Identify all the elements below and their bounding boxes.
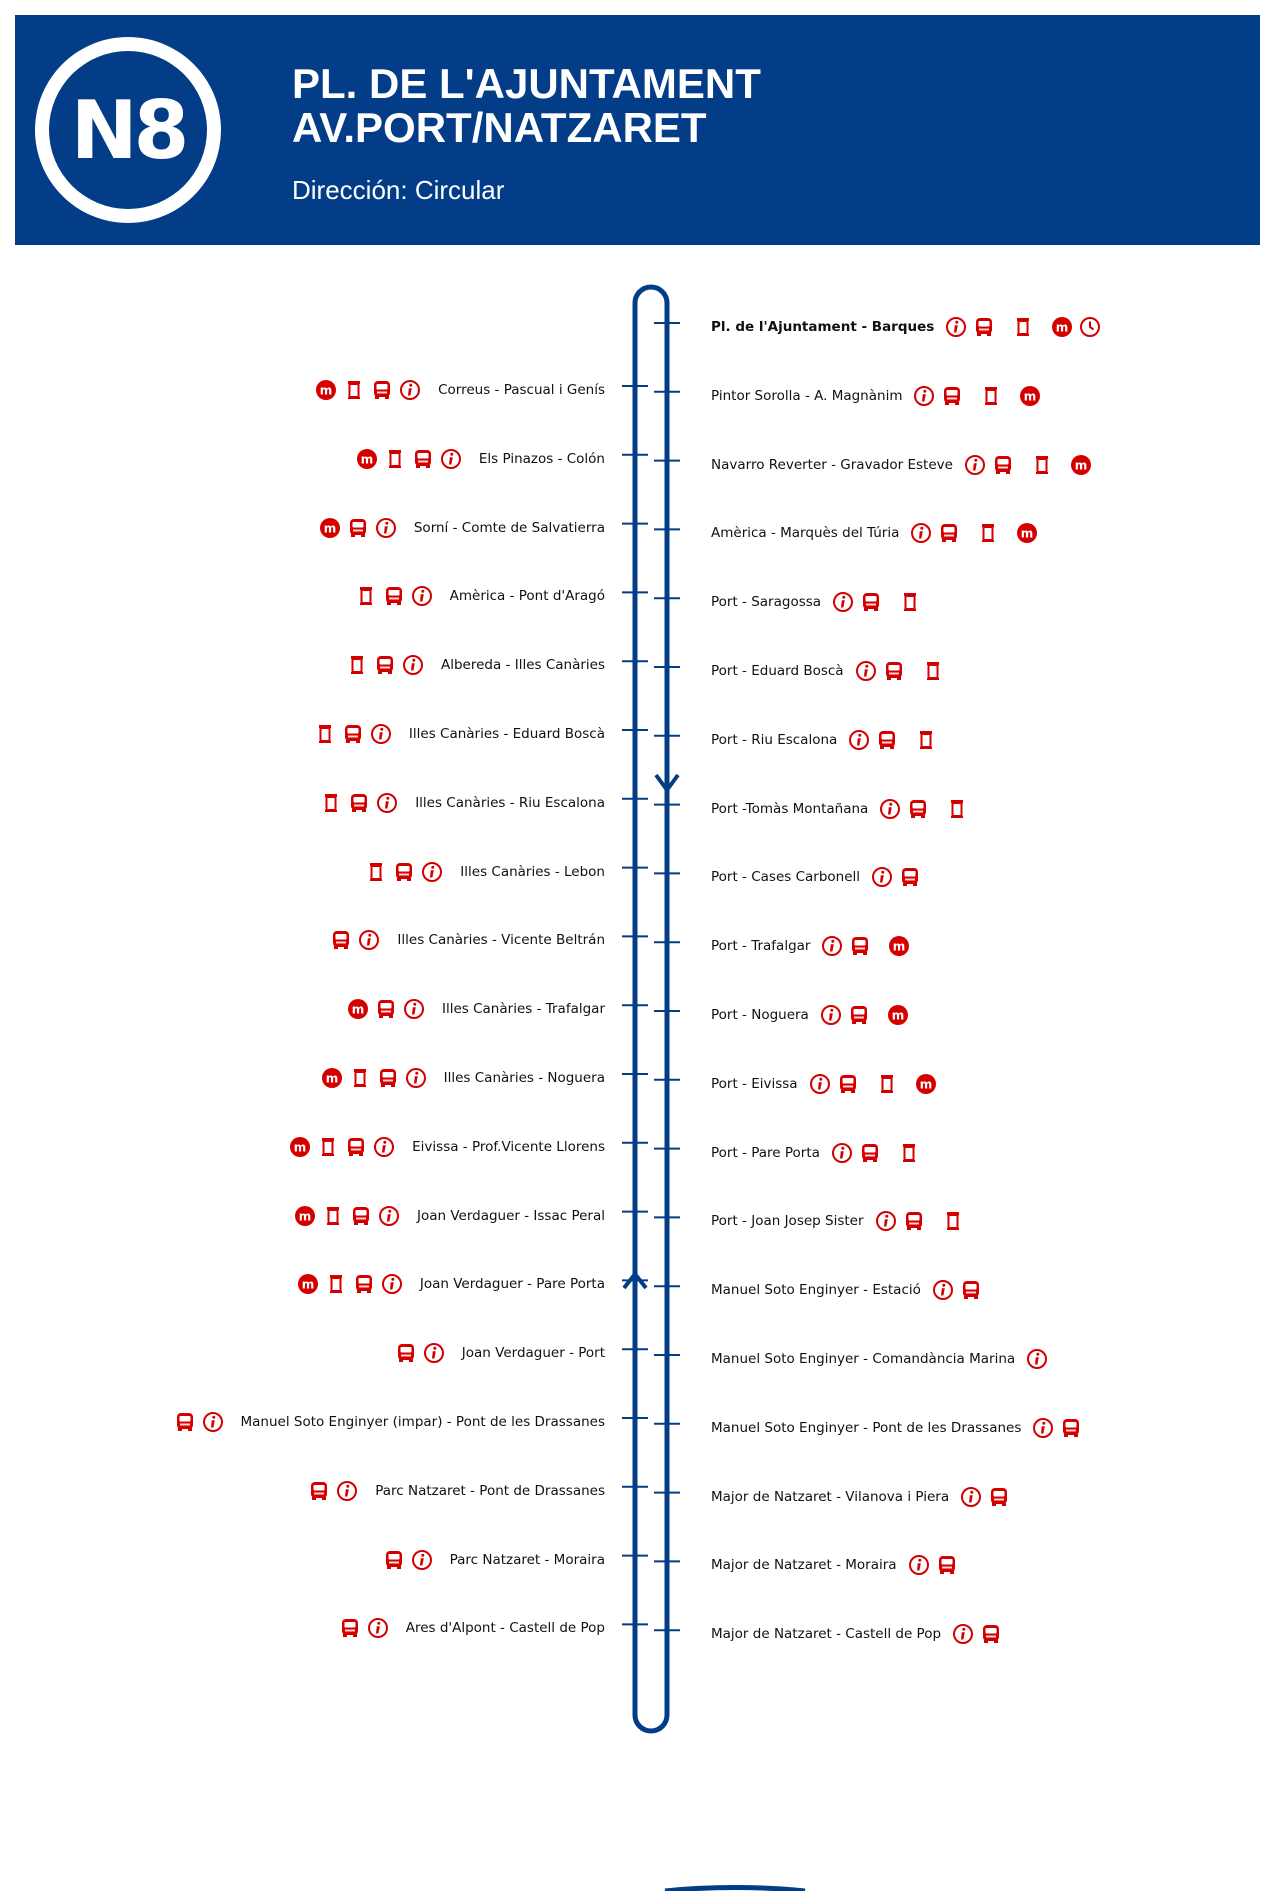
stop-icons	[876, 798, 971, 820]
stop-icons	[818, 935, 913, 957]
bus-icon	[395, 1342, 417, 1364]
bus-icon	[903, 1210, 925, 1232]
stop-left[interactable]	[353, 443, 605, 475]
stop-right[interactable]	[711, 1618, 1005, 1650]
bus-shelter-icon	[325, 1273, 347, 1295]
svg-text:m: m	[891, 1008, 905, 1023]
bus-icon	[339, 1617, 361, 1639]
stop-ticks	[622, 323, 680, 1630]
stop-name: Ares d'Alpont - Castell de Pop	[405, 1620, 605, 1637]
stop-name: Illes Canàries - Noguera	[443, 1070, 605, 1086]
stop-name: Major de Natzaret - Moraira	[711, 1557, 897, 1574]
stop-icons	[929, 1279, 985, 1301]
info-icon	[832, 591, 854, 613]
stop-left[interactable]	[317, 787, 605, 819]
stop-icons	[336, 1617, 392, 1639]
bus-icon	[938, 522, 960, 544]
stop-left[interactable]	[305, 1475, 605, 1507]
bus-icon	[412, 448, 434, 470]
info-icon	[831, 1142, 853, 1164]
bus-icon	[899, 866, 921, 888]
bus-icon	[848, 1004, 870, 1026]
svg-text:m: m	[301, 1277, 315, 1292]
bus-icon	[345, 1136, 367, 1158]
stop-icons	[318, 1067, 430, 1089]
stop-icons	[352, 585, 436, 607]
bus-icon	[375, 998, 397, 1020]
stop-left[interactable]	[318, 1062, 605, 1094]
metro-icon	[1070, 454, 1092, 476]
line-code: N8	[49, 51, 207, 209]
metro-icon	[356, 448, 378, 470]
stop-name: Port - Trafalgar	[711, 938, 811, 955]
stop-right[interactable]	[711, 793, 971, 825]
stop-icons	[294, 1273, 406, 1295]
bus-icon	[383, 1549, 405, 1571]
stop-icons	[907, 522, 1041, 544]
stop-icons	[312, 379, 424, 401]
stop-name: Port - Cases Carbonell	[711, 869, 861, 886]
stop-name: Port - Joan Josep Sister	[711, 1213, 864, 1230]
info-icon	[820, 1004, 842, 1026]
bus-icon	[837, 1073, 859, 1095]
info-icon	[381, 1273, 403, 1295]
stop-name: Joan Verdaguer - Issac Peral	[416, 1207, 605, 1224]
metro-icon	[915, 1073, 937, 1095]
bus-icon	[377, 1067, 399, 1089]
metro-icon	[297, 1273, 319, 1295]
info-icon	[421, 861, 443, 883]
stop-right[interactable]	[711, 586, 924, 618]
stop-right[interactable]	[711, 517, 1041, 549]
bus-icon	[371, 379, 393, 401]
stop-right[interactable]	[711, 449, 1095, 481]
stop-icons	[949, 1623, 1005, 1645]
stop-left[interactable]	[286, 1131, 605, 1163]
stop-name: Major de Natzaret - Vilanova i Piera	[711, 1488, 950, 1505]
bus-icon	[988, 1486, 1010, 1508]
bus-shelter-icon	[317, 1136, 339, 1158]
stop-left[interactable]	[291, 1200, 605, 1232]
svg-text:m: m	[325, 1071, 338, 1086]
info-icon	[932, 1279, 954, 1301]
info-icon	[821, 935, 843, 957]
stop-right[interactable]	[711, 1274, 985, 1306]
stop-icons	[905, 1554, 961, 1576]
stop-name: Joan Verdaguer - Port	[461, 1345, 605, 1362]
stop-name: Manuel Soto Enginyer - Estació	[711, 1282, 921, 1299]
stop-name: Port -Tomàs Montañana	[711, 800, 869, 817]
bus-icon	[350, 1205, 372, 1227]
svg-text:m: m	[893, 939, 906, 954]
info-icon	[964, 454, 986, 476]
bus-icon	[1060, 1417, 1082, 1439]
bus-shelter-icon	[915, 729, 937, 751]
stop-icons	[171, 1411, 227, 1433]
info-icon	[879, 798, 901, 820]
stop-icons	[1023, 1348, 1051, 1370]
stop-name: Port - Riu Escalona	[711, 731, 838, 748]
info-icon	[375, 517, 397, 539]
metro-icon	[887, 1004, 909, 1026]
bus-shelter-icon	[320, 792, 342, 814]
bus-shelter-icon	[876, 1073, 898, 1095]
stop-left[interactable]	[344, 993, 605, 1025]
stop-icons	[327, 929, 383, 951]
stop-icons	[817, 1004, 912, 1026]
stop-left[interactable]	[316, 512, 605, 544]
metro-icon	[294, 1205, 316, 1227]
metro-icon	[321, 1067, 343, 1089]
stop-name: Manuel Soto Enginyer - Comandància Marina	[711, 1351, 1016, 1367]
stop-left[interactable]	[312, 374, 605, 406]
stop-icons	[1029, 1417, 1085, 1439]
info-icon	[913, 385, 935, 407]
stop-icons	[957, 1486, 1013, 1508]
info-icon	[358, 929, 380, 951]
metro-icon	[888, 935, 910, 957]
stop-icons	[845, 729, 940, 751]
stop-icons	[316, 517, 400, 539]
bus-shelter-icon	[980, 385, 1002, 407]
stop-icons	[286, 1136, 398, 1158]
info-icon	[960, 1486, 982, 1508]
info-icon	[370, 723, 392, 745]
stop-name: Pl. de l'Ajuntament - Barques	[711, 319, 935, 335]
stop-right[interactable]	[711, 1205, 967, 1237]
bus-shelter-icon	[343, 379, 365, 401]
stop-icons	[311, 723, 395, 745]
bus-shelter-icon	[355, 585, 377, 607]
bus-icon	[353, 1273, 375, 1295]
stop-left[interactable]	[380, 1544, 605, 1576]
info-icon	[809, 1073, 831, 1095]
info-icon	[376, 792, 398, 814]
stop-icons	[353, 448, 465, 470]
stop-name: Major de Natzaret - Castell de Pop	[711, 1626, 942, 1643]
stop-right[interactable]	[711, 724, 940, 756]
stop-name: Eivissa - Prof.Vicente Llorens	[412, 1138, 605, 1155]
bus-shelter-icon	[384, 448, 406, 470]
route-direction: Dirección: Circular	[292, 175, 505, 205]
svg-text:m: m	[919, 1077, 932, 1092]
stop-left[interactable]	[352, 580, 605, 612]
bus-icon	[973, 316, 995, 338]
info-icon	[403, 998, 425, 1020]
route-title-line1: PL. DE L'AJUNTAMENT	[292, 60, 761, 107]
stop-left[interactable]	[294, 1268, 605, 1300]
bus-icon	[883, 660, 905, 682]
info-icon	[411, 585, 433, 607]
info-icon	[399, 379, 421, 401]
stop-left[interactable]	[343, 649, 605, 681]
stop-right[interactable]	[711, 311, 1104, 343]
bus-shelter-icon	[898, 1142, 920, 1164]
bus-shelter-icon	[946, 798, 968, 820]
stop-right[interactable]	[711, 380, 1044, 412]
stop-right[interactable]	[711, 1412, 1085, 1444]
info-icon	[423, 1342, 445, 1364]
stop-left[interactable]	[311, 718, 605, 750]
bus-shelter-icon	[942, 1210, 964, 1232]
info-icon	[378, 1205, 400, 1227]
stop-name: Illes Canàries - Trafalgar	[442, 1001, 605, 1018]
stop-icons	[868, 866, 924, 888]
stop-name: Illes Canàries - Vicente Beltrán	[397, 932, 605, 949]
stop-right[interactable]	[711, 1137, 923, 1169]
info-icon	[1032, 1417, 1054, 1439]
stop-right[interactable]	[711, 1068, 940, 1100]
stop-icons	[362, 861, 446, 883]
info-icon	[945, 316, 967, 338]
info-icon	[336, 1480, 358, 1502]
stop-right[interactable]	[711, 1481, 1013, 1513]
info-icon	[875, 1210, 897, 1232]
bus-icon	[374, 654, 396, 676]
stop-icons	[291, 1205, 403, 1227]
stop-name: Pintor Sorolla - A. Magnànim	[711, 387, 903, 404]
stop-name: Joan Verdaguer - Pare Porta	[419, 1276, 605, 1293]
metro-icon	[1019, 385, 1041, 407]
bus-icon	[860, 591, 882, 613]
stop-name: Parc Natzaret - Moraira	[449, 1551, 605, 1568]
stop-icons	[910, 385, 1044, 407]
bus-icon	[330, 929, 352, 951]
stop-name: Port - Eduard Boscà	[711, 663, 844, 679]
stop-name: Navarro Reverter - Gravador Esteve	[711, 456, 953, 473]
next-page-arc	[665, 1888, 805, 1891]
stop-icons	[961, 454, 1095, 476]
stop-name: Port - Saragossa	[711, 594, 822, 611]
stop-right[interactable]	[711, 1343, 1051, 1375]
bus-shelter-icon	[314, 723, 336, 745]
info-icon	[871, 866, 893, 888]
bus-icon	[941, 385, 963, 407]
stop-name: Illes Canàries - Riu Escalona	[415, 794, 605, 811]
bus-shelter-icon	[922, 660, 944, 682]
stop-icons	[852, 660, 947, 682]
svg-text:m: m	[1074, 458, 1088, 473]
bus-icon	[980, 1623, 1002, 1645]
metro-icon	[1016, 522, 1038, 544]
metro-icon	[289, 1136, 311, 1158]
bus-icon	[960, 1279, 982, 1301]
stop-icons	[305, 1480, 361, 1502]
info-icon	[952, 1623, 974, 1645]
stop-right[interactable]	[711, 861, 924, 893]
stop-right[interactable]	[711, 930, 913, 962]
metro-icon	[319, 517, 341, 539]
bus-shelter-icon	[349, 1067, 371, 1089]
bus-icon	[342, 723, 364, 745]
metro-icon	[315, 379, 337, 401]
bus-icon	[393, 861, 415, 883]
stop-icons	[344, 998, 428, 1020]
stop-icons	[343, 654, 427, 676]
svg-text:m: m	[1024, 389, 1037, 404]
info-icon	[367, 1617, 389, 1639]
bus-icon	[383, 585, 405, 607]
stop-name: Port - Eivissa	[711, 1075, 798, 1092]
bus-shelter-icon	[899, 591, 921, 613]
metro-icon	[347, 998, 369, 1020]
bus-shelter-icon	[365, 861, 387, 883]
svg-text:m: m	[360, 452, 374, 467]
stop-name: Manuel Soto Enginyer - Pont de les Drassanes	[711, 1419, 1022, 1436]
stop-name: Sorní - Comte de Salvatierra	[413, 519, 605, 536]
info-icon	[855, 660, 877, 682]
info-icon	[402, 654, 424, 676]
bus-icon	[347, 517, 369, 539]
info-icon	[908, 1554, 930, 1576]
svg-text:m: m	[319, 383, 333, 398]
stop-icons	[806, 1073, 940, 1095]
info-icon	[1026, 1348, 1048, 1370]
bus-icon	[308, 1480, 330, 1502]
clock-icon	[1079, 316, 1101, 338]
bus-icon	[859, 1142, 881, 1164]
stop-icons	[829, 591, 924, 613]
info-icon	[405, 1067, 427, 1089]
stop-icons	[942, 316, 1104, 338]
svg-text:m: m	[351, 1002, 365, 1017]
stop-right[interactable]	[711, 655, 947, 687]
bus-icon	[174, 1411, 196, 1433]
stop-name: Port - Pare Porta	[711, 1144, 820, 1161]
bus-icon	[992, 454, 1014, 476]
stop-left[interactable]	[336, 1612, 605, 1644]
stop-name: Albereda - Illes Canàries	[441, 657, 605, 674]
svg-text:m: m	[323, 521, 337, 536]
stop-right[interactable]	[711, 999, 912, 1031]
bus-icon	[348, 792, 370, 814]
bus-shelter-icon	[322, 1205, 344, 1227]
info-icon	[440, 448, 462, 470]
stop-name: Amèrica - Marquès del Túria	[711, 525, 900, 542]
bus-shelter-icon	[977, 522, 999, 544]
bus-shelter-icon	[1012, 316, 1034, 338]
metro-icon	[1051, 316, 1073, 338]
info-icon	[848, 729, 870, 751]
stop-name: Manuel Soto Enginyer (impar) - Pont de les Drassanes	[240, 1414, 605, 1430]
stop-right[interactable]	[711, 1549, 961, 1581]
info-icon	[910, 522, 932, 544]
stop-icons	[317, 792, 401, 814]
info-icon	[373, 1136, 395, 1158]
bus-icon	[849, 935, 871, 957]
stop-name: Amèrica - Pont d'Aragó	[449, 588, 605, 605]
stop-name: Els Pinazos - Colón	[478, 450, 605, 467]
stop-icons	[380, 1549, 436, 1571]
route-title-line2: AV.PORT/NATZARET	[292, 104, 707, 151]
bus-shelter-icon	[1031, 454, 1053, 476]
stop-name: Parc Natzaret - Pont de Drassanes	[375, 1482, 605, 1499]
svg-text:m: m	[293, 1140, 307, 1155]
stop-icons	[392, 1342, 448, 1364]
info-icon	[411, 1549, 433, 1571]
svg-text:m: m	[1056, 320, 1069, 335]
bus-icon	[876, 729, 898, 751]
stop-icons	[872, 1210, 967, 1232]
stop-icons	[828, 1142, 923, 1164]
route-loop	[635, 287, 667, 1731]
svg-text:m: m	[1021, 526, 1034, 541]
bus-icon	[907, 798, 929, 820]
stop-name: Port - Noguera	[711, 1007, 809, 1023]
stop-name: Correus - Pascual i Genís	[438, 382, 605, 398]
stop-left[interactable]	[327, 924, 605, 956]
stop-left[interactable]	[171, 1406, 606, 1438]
stop-left[interactable]	[392, 1337, 605, 1369]
info-icon	[202, 1411, 224, 1433]
svg-text:m: m	[298, 1209, 312, 1224]
bus-shelter-icon	[346, 654, 368, 676]
stop-name: Illes Canàries - Eduard Boscà	[408, 726, 605, 742]
bus-icon	[936, 1554, 958, 1576]
stop-name: Illes Canàries - Lebon	[460, 863, 605, 880]
stop-left[interactable]	[362, 856, 605, 888]
